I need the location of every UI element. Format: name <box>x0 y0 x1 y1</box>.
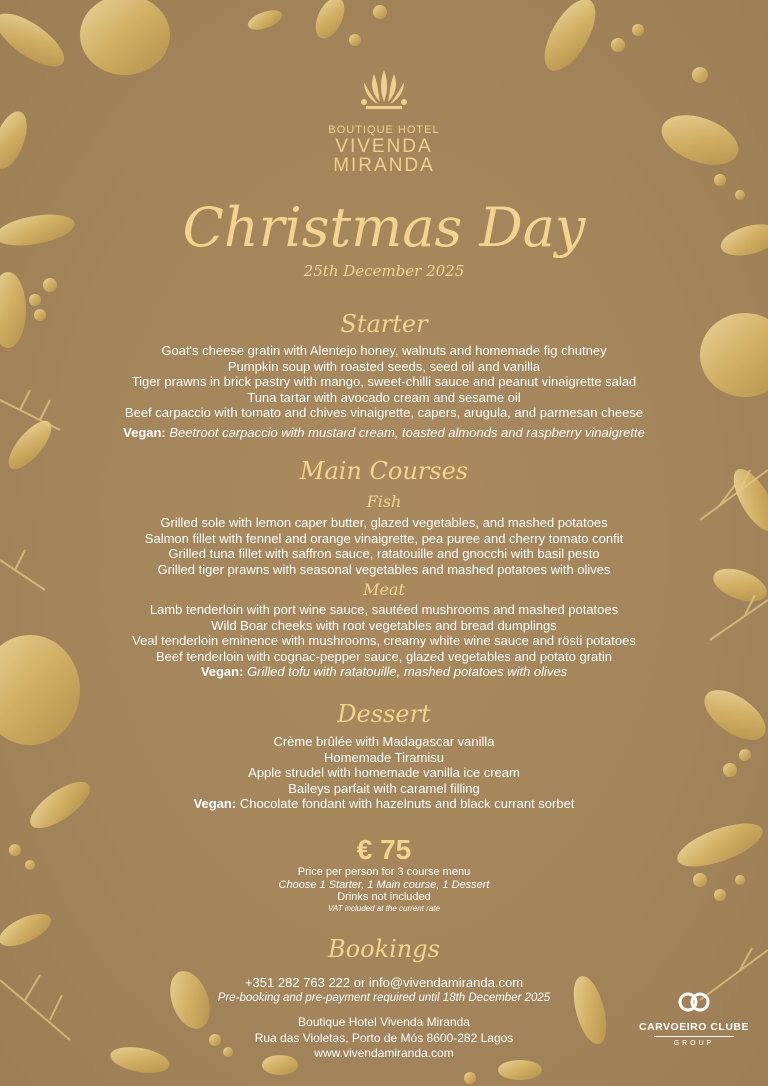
menu-price: € 75 <box>356 834 412 865</box>
website-link[interactable]: www.vivendamiranda.com <box>314 1046 454 1061</box>
vat-note: VAT included at the current rate <box>328 903 440 913</box>
starter-list <box>0 343 768 441</box>
list-item: Grilled sole with lemon caper butter, glazed vegetables, and mashed potatoes <box>160 515 608 530</box>
dessert-heading: Dessert <box>337 700 431 728</box>
list-item: Beef carpaccio with tomato and chives vinaigrette, capers, arugula, and parmesan cheese <box>124 405 644 421</box>
vegan-dish: Beetroot carpaccio with mustard cream, toasted almonds and raspberry vinaigrette <box>169 424 645 440</box>
choice-note: Choose 1 Starter, 1 Main course, 1 Dessert <box>278 878 490 891</box>
vegan-list-item <box>0 664 768 680</box>
vegan-dish: Chocolate fondant with hazelnuts and black currant sorbet <box>239 796 575 812</box>
fish-heading: Fish <box>366 492 402 511</box>
list-item: Goat's cheese gratin with Alentejo honey, walnuts and homemade fig chutney <box>161 343 607 358</box>
list-item: Wild Boar cheeks with root vegetables and bread dumplings <box>211 617 557 633</box>
contact-line[interactable]: +351 282 763 222 or info@vivendamiranda.com <box>244 975 524 990</box>
list-item: Homemade Tiramisu <box>324 749 444 765</box>
list-item: Grilled tiger prawns with seasonal vegetables and mashed potatoes with olives <box>157 561 611 577</box>
hotel-name: Boutique Hotel Vivenda Miranda <box>298 1015 470 1030</box>
list-item: Lamb tenderloin with port wine sauce, sautéed mushrooms and mashed potatoes <box>149 602 619 617</box>
vegan-list-item <box>0 796 768 812</box>
vegan-label: Vegan: <box>200 664 244 680</box>
list-item: Pumpkin soup with roasted seeds, seed oil and vanilla <box>227 358 541 374</box>
vegan-dish: Grilled tofu with ratatouille, mashed potatoes with olives <box>247 664 568 680</box>
vegan-label: Vegan: <box>123 424 166 440</box>
list-item: Baileys parfait with caramel filling <box>288 780 480 796</box>
partner-group: GROUP <box>654 1036 734 1047</box>
list-item: Beef tenderloin with cognac-pepper sauce, glazed vegetables and potato gratin <box>155 648 613 664</box>
event-date: 25th December 2025 <box>303 262 465 280</box>
vegan-list-item <box>0 425 768 441</box>
fish-list <box>0 515 768 577</box>
main-courses-heading: Main Courses <box>299 457 469 485</box>
prebooking-note: Pre-booking and pre-payment required until 18th December 2025 <box>217 991 551 1004</box>
hotel-logo-line1: BOUTIQUE HOTEL <box>328 124 440 136</box>
list-item: Tuna tartar with avocado cream and sesame oil <box>247 389 521 405</box>
page-title: Christmas Day <box>182 196 586 259</box>
list-item: Salmon fillet with fennel and orange vinaigrette, pea puree and cherry tomato confit <box>144 530 624 546</box>
list-item: Grilled tuna fillet with saffron sauce, ratatouille and gnocchi with basil pesto <box>168 546 600 562</box>
list-item: Apple strudel with homemade vanilla ice cream <box>248 765 520 781</box>
list-item: Veal tenderloin eminence with mushrooms, creamy white wine sauce and rösti potatoes <box>132 633 636 649</box>
pricing-notes <box>0 866 768 913</box>
price-note: Price per person for 3 course menu <box>297 866 471 878</box>
meat-list <box>0 602 768 680</box>
hotel-logo-icon <box>356 62 412 118</box>
starter-heading: Starter <box>340 310 428 338</box>
list-item: Tiger prawns in brick pastry with mango, sweet-chilli sauce and peanut vinaigrette salad <box>131 374 637 390</box>
linked-rings-icon <box>676 992 712 1012</box>
vegan-label: Vegan: <box>193 796 237 812</box>
dessert-list <box>0 734 768 812</box>
hotel-address: Rua das Violetas, Porto de Mós 8600-282 Lagos <box>254 1030 514 1045</box>
meat-heading: Meat <box>363 580 405 599</box>
partner-name: CARVOEIRO CLUBE <box>639 1021 749 1033</box>
hotel-logo-line3: MIRANDA <box>333 155 435 176</box>
hotel-logo-line2: VIVENDA <box>335 136 433 157</box>
drinks-note: Drinks not included <box>337 891 431 903</box>
list-item: Crème brûlée with Madagascar vanilla <box>273 734 495 749</box>
partner-logo <box>636 992 752 1047</box>
bookings-heading: Bookings <box>328 935 440 963</box>
